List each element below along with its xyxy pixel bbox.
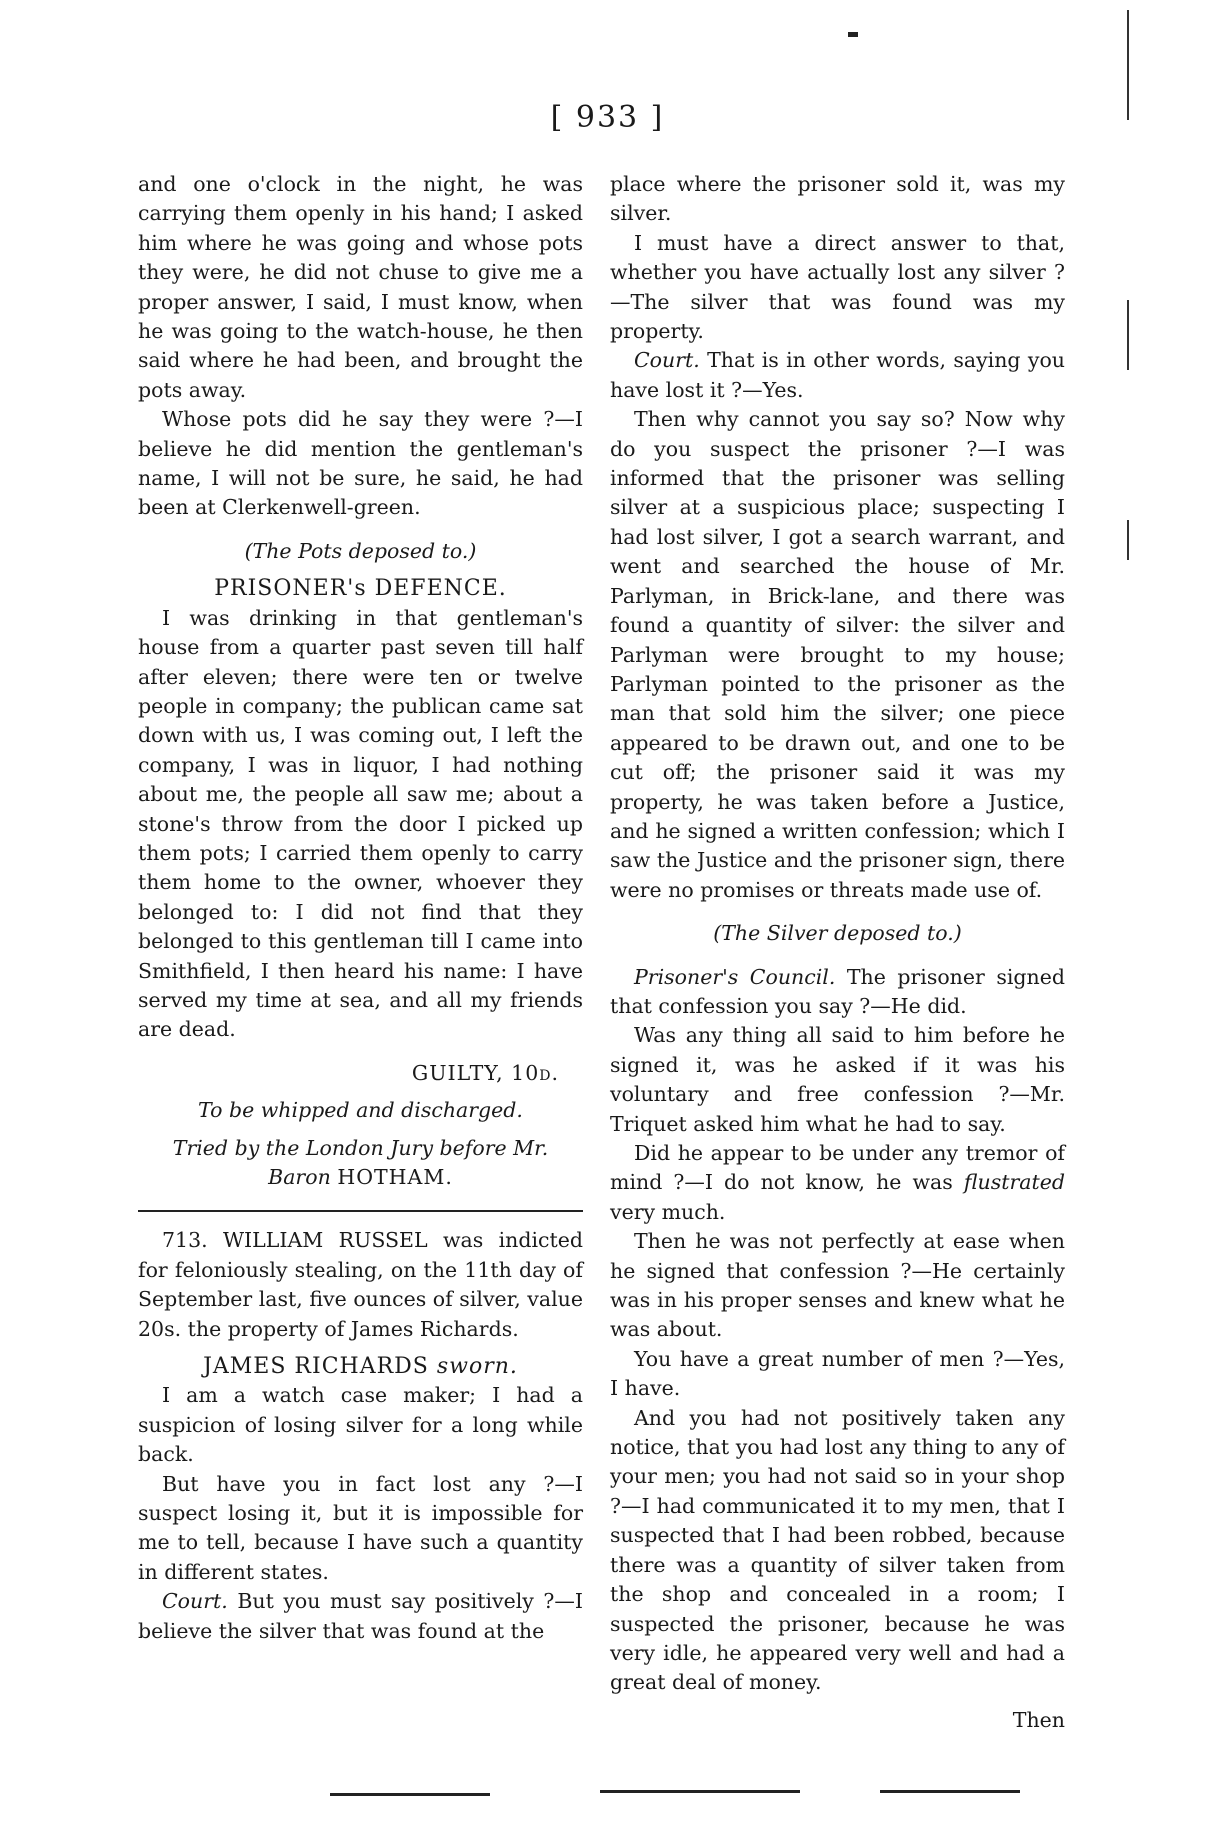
silver-deposed-note: (The Silver deposed to.) <box>713 921 962 946</box>
scan-smudge <box>848 32 858 37</box>
paragraph: Whose pots did he say they were ?—I believe he did mention the gentleman's name, I will not be sure, he said, he had been at Clerkenwell-green. <box>138 407 583 520</box>
speaker-label: Court. <box>162 1589 228 1614</box>
speaker-label: Prisoner's Council. <box>634 964 836 989</box>
speech-text: very much. <box>610 1199 726 1224</box>
speech-text: Did he appear to be under any tremor of mind ?—I do not know, he was <box>610 1141 1065 1195</box>
paragraph <box>610 346 1065 405</box>
tried-by-line: Tried by the London Jury before Mr. <box>172 1135 549 1160</box>
margin-rule <box>1127 10 1129 120</box>
paragraph <box>610 963 1065 1022</box>
sentence: To be whipped and discharged. <box>198 1098 523 1123</box>
paragraph: Then he was not perfectly at ease when he signed that confession ?—He certainly was in his proper senses and knew what he was about. <box>610 1229 1065 1342</box>
paragraph <box>610 1139 1065 1227</box>
defence-text: I was drinking in that gentleman's house from a quarter past seven till half after eleven; there were ten or twelve people in company; the publican came sat down with us, I was coming out, I left the company, I was in liquor, I had nothing about me, the people all saw me; about a stone's throw from the door I picked up them pots; I carried them openly to carry them home to the owner, whoever they belonged to: I did not find that they belonged to this gentleman till I came into Smithfield, I then heard his name: I have served my time at sea, and all my friends are dead. <box>138 605 583 1042</box>
left-column <box>138 170 583 1646</box>
page-number: [ 933 ] <box>550 100 665 135</box>
catchword: Then <box>1012 1707 1065 1732</box>
witness-sworn: sworn. <box>436 1354 518 1380</box>
paragraph: And you had not positively taken any notice, that you had lost any thing to any of your men; you had not said so in your shop ?—I had communicated it to my men, that I suspected that I had been robbed, because there was a quantity of silver taken from the shop and concealed in a room; I suspected the prisoner, because he was very idle, he appeared very well and had a great deal of money. <box>610 1405 1065 1695</box>
paragraph: I must have a direct answer to that, whether you have actually lost any silver ?—The silver that was found was my property. <box>610 230 1065 344</box>
margin-rule <box>1127 520 1129 560</box>
defence-heading: PRISONER's DEFENCE. <box>214 576 507 602</box>
paragraph: I am a watch case maker; I had a suspicion of losing silver for a long while back. <box>138 1383 583 1467</box>
paragraph <box>138 1587 583 1646</box>
paragraph: But have you in fact lost any ?—I suspect losing it, but it is impossible for me to tell, because I have such a quantity in different states. <box>138 1471 583 1584</box>
judge-name: HOTHAM. <box>337 1165 453 1189</box>
paragraph: Was any thing all said to him before he signed it, was he asked if it was his voluntary and free confession ?—Mr. Triquet asked him what he had to say. <box>610 1023 1065 1136</box>
scan-smudge <box>600 1790 800 1793</box>
emphasis-word: flustrated <box>963 1170 1065 1195</box>
tried-by-judge <box>138 1163 583 1192</box>
case-intro: 713. WILLIAM RUSSEL was indicted for feloniously stealing, on the 11th day of September last, five ounces of silver, value 20s. the property of James Richards. <box>138 1228 583 1341</box>
speaker-label: Court. <box>634 348 700 373</box>
witness-heading <box>138 1352 583 1381</box>
paragraph: and one o'clock in the night, he was carrying them openly in his hand; I asked him where he was going and whose pots they were, he did not chuse to give me a proper answer, I said, I must know, when he was going to the watch-house, he then said where he had been, and brought the pots away. <box>138 172 583 402</box>
section-divider <box>138 1210 583 1212</box>
speech-text: But you must say positively ?—I believe the silver that was found at the <box>138 1589 583 1643</box>
scan-smudge <box>880 1790 1020 1793</box>
paragraph: You have a great number of men ?—Yes, I have. <box>610 1346 1065 1401</box>
speech-text: The prisoner signed that confession you say ?—He did. <box>610 964 1065 1018</box>
pots-deposed-note: (The Pots deposed to.) <box>244 538 477 563</box>
right-column <box>610 170 1065 1735</box>
paragraph: Then why cannot you say so? Now why do you suspect the prisoner ?—I was informed that the prisoner was selling silver at a suspicious place; suspecting I had lost silver, I got a search warrant, and went and searched the house of Mr. Parlyman, in Brick-lane, and there was found a quantity of silver: the silver and Parlyman were brought to my house; Parlyman pointed to the prisoner as the man that sold him the silver; one piece appeared to be drawn out, and one to be cut off; the prisoner said it was my property, he was taken before a Justice, and he signed a written confession; which I saw the Justice and the prisoner sign, there were no promises or threats made use of. <box>610 407 1065 902</box>
witness-name: JAMES RICHARDS <box>203 1354 429 1380</box>
paragraph: place where the prisoner sold it, was my silver. <box>610 172 1065 226</box>
tried-by-title: Baron <box>268 1165 331 1189</box>
scan-smudge <box>330 1793 490 1796</box>
speech-text: That is in other words, saying you have lost it ?—Yes. <box>610 348 1065 402</box>
verdict: GUILTY, 10d. <box>411 1060 559 1085</box>
margin-rule <box>1127 300 1129 370</box>
